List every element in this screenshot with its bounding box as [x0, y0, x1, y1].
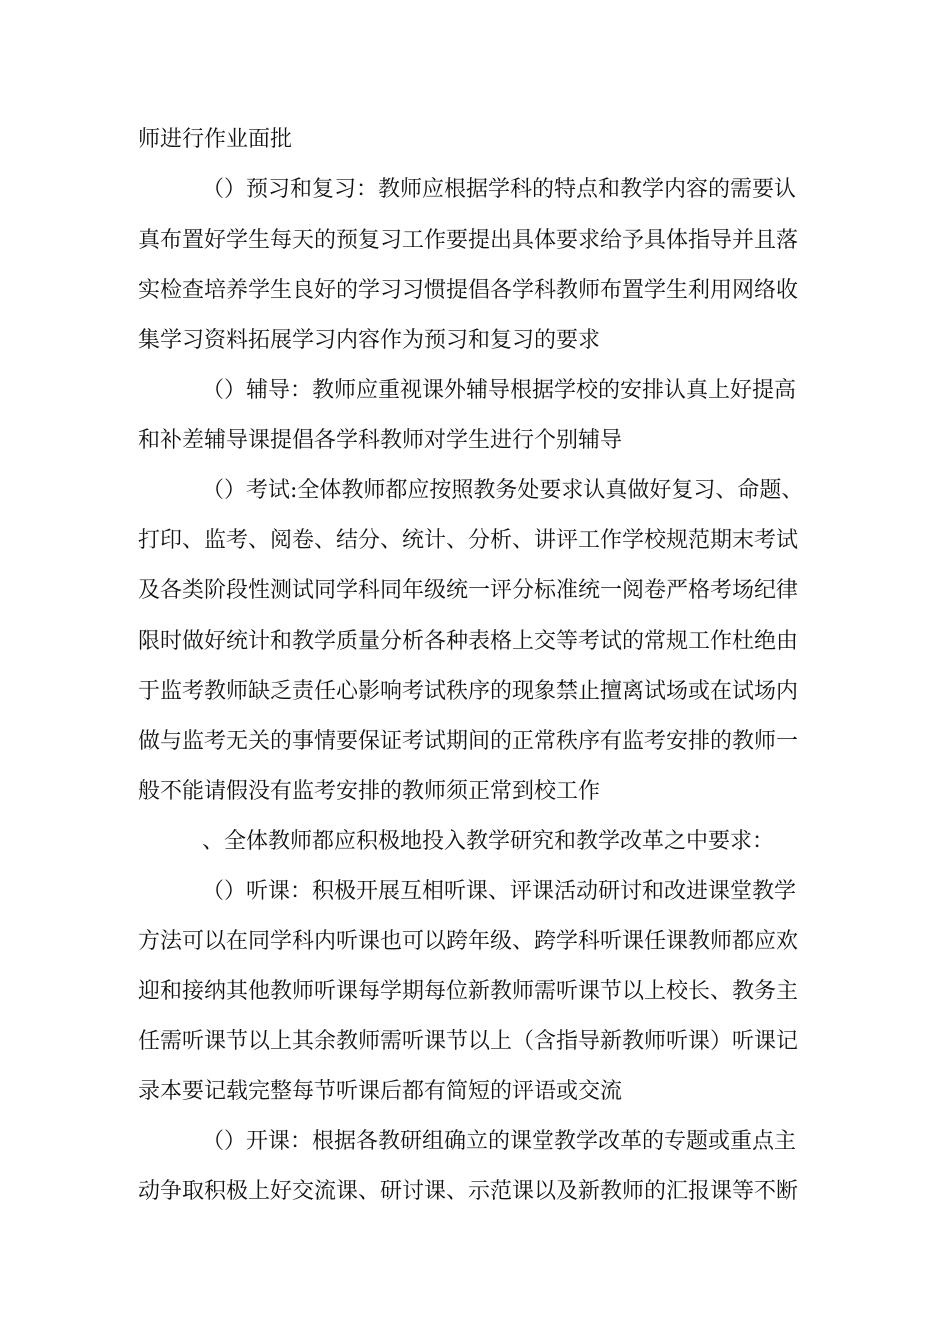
text-line: 任需听课节以上其余教师需听课节以上（含指导新教师听课）听课记 [138, 1029, 799, 1054]
text-line: 动争取积极上好交流课、研讨课、示范课以及新教师的汇报课等不断 [138, 1179, 799, 1204]
text-line: 录本要记载完整每节听课后都有简短的评语或交流 [138, 1079, 623, 1104]
text-line: 般不能请假没有监考安排的教师须正常到校工作 [138, 779, 601, 804]
text-line: （）听课：积极开展互相听课、评课活动研讨和改进课堂教学 [202, 879, 797, 904]
text-line: 迎和接纳其他教师听课每学期每位新教师需听课节以上校长、教务主 [138, 979, 799, 1004]
text-line: 方法可以在同学科内听课也可以跨年级、跨学科听课任课教师都应欢 [138, 929, 799, 954]
text-line: 于监考教师缺乏责任心影响考试秩序的现象禁止擅离试场或在试场内 [138, 679, 799, 704]
text-line: 真布置好学生每天的预复习工作要提出具体要求给予具体指导并且落 [138, 228, 799, 253]
text-line: （）预习和复习：教师应根据学科的特点和教学内容的需要认 [202, 177, 797, 202]
text-line: 做与监考无关的事情要保证考试期间的正常秩序有监考安排的教师一 [138, 729, 799, 754]
text-line: 及各类阶段性测试同学科同年级统一评分标准统一阅卷严格考场纪律 [138, 578, 799, 603]
text-line: 师进行作业面批 [138, 127, 293, 152]
text-line: 限时做好统计和教学质量分析各种表格上交等考试的常规工作杜绝由 [138, 629, 799, 654]
text-line: 实检查培养学生良好的学习习惯提倡各学科教师布置学生利用网络收 [138, 278, 799, 303]
text-line: 、全体教师都应积极地投入教学研究和教学改革之中要求： [202, 829, 775, 854]
text-line: （）考试:全体教师都应按照教务处要求认真做好复习、命题、 [202, 478, 804, 503]
text-line: （）辅导：教师应重视课外辅导根据学校的安排认真上好提高 [202, 378, 797, 403]
text-line: 和补差辅导课提倡各学科教师对学生进行个别辅导 [138, 428, 623, 453]
text-line: 集学习资料拓展学习内容作为预习和复习的要求 [138, 328, 601, 353]
text-line: （）开课：根据各教研组确立的课堂教学改革的专题或重点主 [202, 1129, 797, 1154]
text-line: 打印、监考、阅卷、结分、统计、分析、讲评工作学校规范期末考试 [138, 528, 799, 553]
